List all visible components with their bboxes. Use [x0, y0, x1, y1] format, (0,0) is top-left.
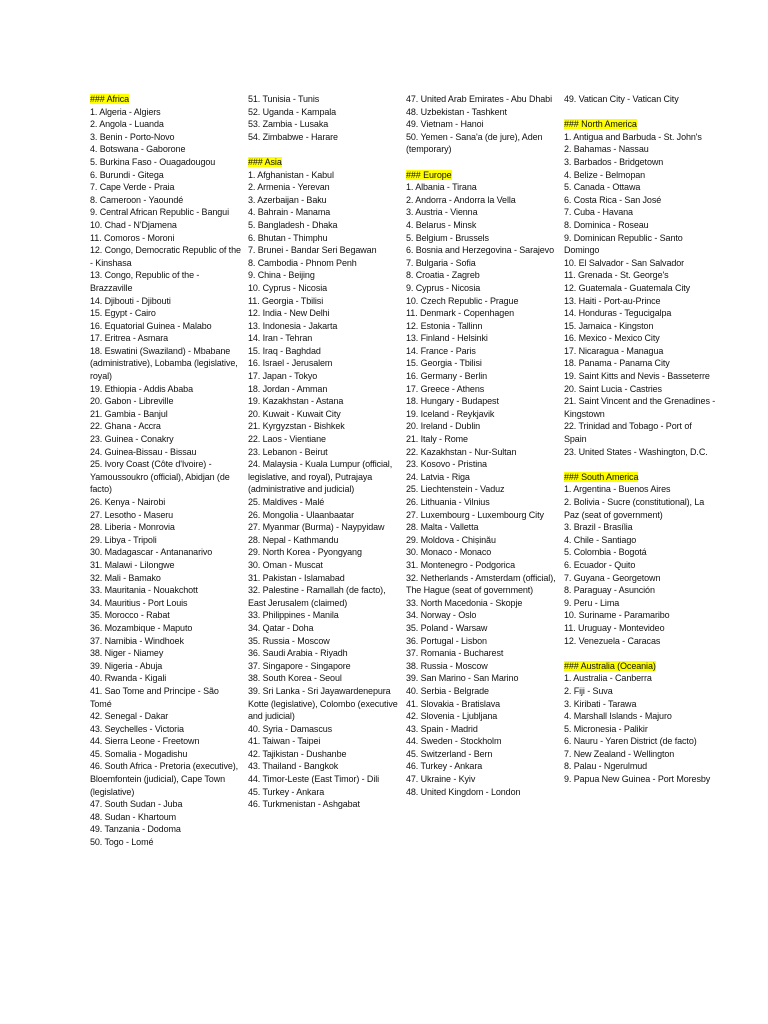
- list-item: 11. Comoros - Moroni: [90, 232, 175, 243]
- list-item: 50. Yemen - Sana'a (de jure), Aden (temporary): [406, 131, 543, 155]
- list-item: 50. Togo - Lomé: [90, 837, 154, 848]
- list-item: 46. Turkmenistan - Ashgabat: [248, 799, 360, 810]
- text-column-3: [406, 93, 558, 798]
- list-item: 8. Cambodia - Phnom Penh: [248, 257, 357, 268]
- list-item: 17. Eritrea - Asmara: [90, 333, 169, 344]
- list-item: 1. Algeria - Algiers: [90, 106, 161, 117]
- list-item: 33. North Macedonia - Skopje: [406, 597, 523, 608]
- list-item: 13. Finland - Helsinki: [406, 333, 488, 344]
- section-heading-line: [564, 660, 716, 673]
- list-item: 27. Myanmar (Burma) - Naypyidaw: [248, 522, 385, 533]
- list-item: 10. Cyprus - Nicosia: [248, 282, 328, 293]
- list-item: 49. Vietnam - Hanoi: [406, 119, 484, 130]
- list-item: 37. Romania - Bucharest: [406, 648, 504, 659]
- list-item: 9. Central African Republic - Bangui: [90, 207, 229, 218]
- list-item: 33. Mauritania - Nouakchott: [90, 585, 198, 596]
- list-item: 29. Moldova - Chișinău: [406, 534, 496, 545]
- list-item: 14. Honduras - Tegucigalpa: [564, 308, 672, 319]
- list-item: 21. Kyrgyzstan - Bishkek: [248, 421, 345, 432]
- list-item: 53. Zambia - Lusaka: [248, 119, 329, 130]
- list-item: 39. San Marino - San Marino: [406, 673, 519, 684]
- list-item: 18. Panama - Panama City: [564, 358, 670, 369]
- list-item: 5. Belgium - Brussels: [406, 232, 489, 243]
- list-item: 21. Italy - Rome: [406, 434, 468, 445]
- list-item: 14. France - Paris: [406, 345, 476, 356]
- list-item: 21. Saint Vincent and the Grenadines - Kingstown: [564, 396, 716, 419]
- list-item: 7. Cuba - Havana: [564, 207, 633, 218]
- section-spacer: [564, 647, 716, 660]
- list-item: 13. Haiti - Port-au-Prince: [564, 295, 661, 306]
- section-heading-line: [406, 169, 558, 182]
- list-item: 19. Iceland - Reykjavik: [406, 408, 495, 419]
- list-item: 39. Sri Lanka - Sri Jayawardenepura Kotte (legislative), Colombo (executive and judicial): [248, 685, 398, 722]
- list-item: 12. Congo, Democratic Republic of the - Kinshasa: [90, 245, 241, 268]
- section-spacer: [248, 143, 400, 156]
- list-item: 18. Eswatini (Swaziland) - Mbabane (administrative), Lobamba (legislative, royal): [90, 345, 238, 382]
- list-item: 5. Colombia - Bogotá: [564, 547, 647, 558]
- list-item: 29. Libya - Tripoli: [90, 534, 157, 545]
- list-item: 51. Tunisia - Tunis: [248, 94, 320, 104]
- list-item: 33. Philippines - Manila: [248, 610, 339, 621]
- list-item: 36. Mozambique - Maputo: [90, 622, 193, 633]
- list-item: 8. Paraguay - Asunción: [564, 585, 655, 596]
- list-item: 47. Ukraine - Kyiv: [406, 774, 476, 785]
- list-item: 20. Kuwait - Kuwait City: [248, 408, 341, 419]
- list-item: 5. Canada - Ottawa: [564, 182, 641, 193]
- section-heading-line: [564, 471, 716, 484]
- section-heading-line: [564, 118, 716, 131]
- list-item: 8. Dominica - Roseau: [564, 219, 649, 230]
- list-item: 22. Kazakhstan - Nur-Sultan: [406, 446, 517, 457]
- list-item: 7. Bulgaria - Sofia: [406, 257, 476, 268]
- list-item: 19. Ethiopia - Addis Ababa: [90, 383, 193, 394]
- list-item: 27. Luxembourg - Luxembourg City: [406, 509, 544, 520]
- text-column-1: [90, 93, 242, 849]
- list-item: 11. Grenada - St. George's: [564, 270, 669, 281]
- list-item: 3. Barbados - Bridgetown: [564, 156, 664, 167]
- list-item: 3. Brazil - Brasília: [564, 522, 633, 533]
- list-item: 12. Venezuela - Caracas: [564, 635, 661, 646]
- list-item: 2. Bahamas - Nassau: [564, 144, 649, 155]
- list-item: 14. Djibouti - Djibouti: [90, 295, 171, 306]
- list-item: 24. Latvia - Riga: [406, 471, 470, 482]
- list-item: 34. Qatar - Doha: [248, 622, 314, 633]
- list-item: 45. Somalia - Mogadishu: [90, 748, 188, 759]
- list-item: 46. South Africa - Pretoria (executive), Bloemfontein (judicial), Cape Town (legislative): [90, 761, 239, 797]
- list-item: 43. Seychelles - Victoria: [90, 723, 184, 734]
- list-item: 42. Slovenia - Ljubljana: [406, 711, 498, 722]
- list-item: 24. Guinea-Bissau - Bissau: [90, 446, 197, 457]
- list-item: 8. Cameroon - Yaoundé: [90, 194, 184, 205]
- list-item: 30. Madagascar - Antananarivo: [90, 547, 213, 558]
- list-item: 30. Monaco - Monaco: [406, 547, 492, 558]
- list-item: 26. Lithuania - Vilnius: [406, 497, 490, 507]
- list-item: 36. Saudi Arabia - Riyadh: [248, 648, 348, 659]
- section-heading: ### Australia (Oceania): [564, 660, 656, 671]
- list-item: 40. Serbia - Belgrade: [406, 685, 489, 696]
- list-item: 6. Bosnia and Herzegovina - Sarajevo: [406, 245, 554, 256]
- list-item: 4. Marshall Islands - Majuro: [564, 711, 672, 722]
- list-item: 2. Bolivia - Sucre (constitutional), La Paz (seat of government): [564, 497, 705, 520]
- list-item: 17. Greece - Athens: [406, 383, 485, 394]
- list-item: 6. Nauru - Yaren District (de facto): [564, 736, 697, 747]
- list-item: 43. Thailand - Bangkok: [248, 761, 339, 772]
- list-item: 7. Cape Verde - Praia: [90, 182, 175, 193]
- section-heading: ### Europe: [406, 169, 452, 180]
- list-item: 31. Pakistan - Islamabad: [248, 572, 345, 583]
- list-item: 47. South Sudan - Juba: [90, 799, 183, 810]
- list-item: 24. Malaysia - Kuala Lumpur (official, legislative, and royal), Putrajaya (administrative and judicial): [248, 459, 393, 495]
- list-item: 12. India - New Delhi: [248, 308, 330, 319]
- list-item: 30. Oman - Muscat: [248, 559, 323, 570]
- list-item: 10. Czech Republic - Prague: [406, 295, 519, 306]
- list-item: 32. Netherlands - Amsterdam (official), The Hague (seat of government): [406, 572, 556, 596]
- section-heading: ### Asia: [248, 156, 282, 167]
- list-item: 19. Kazakhstan - Astana: [248, 396, 344, 407]
- list-item: 16. Mexico - Mexico City: [564, 333, 660, 344]
- list-item: 40. Rwanda - Kigali: [90, 673, 167, 684]
- list-item: 18. Jordan - Amman: [248, 383, 328, 394]
- list-item: 1. Albania - Tirana: [406, 182, 477, 193]
- list-item: 23. Guinea - Conakry: [90, 434, 174, 445]
- section-heading-line: [248, 156, 400, 169]
- list-item: 10. El Salvador - San Salvador: [564, 257, 685, 268]
- list-item: 37. Singapore - Singapore: [248, 660, 351, 671]
- list-item: 25. Liechtenstein - Vaduz: [406, 484, 505, 495]
- list-item: 35. Morocco - Rabat: [90, 610, 170, 621]
- list-item: 34. Mauritius - Port Louis: [90, 597, 188, 608]
- list-item: 45. Turkey - Ankara: [248, 786, 325, 797]
- section-spacer: [564, 458, 716, 471]
- list-item: 18. Hungary - Budapest: [406, 396, 499, 407]
- list-item: 3. Benin - Porto-Novo: [90, 131, 175, 142]
- list-item: 7. Guyana - Georgetown: [564, 572, 661, 583]
- list-item: 4. Belarus - Minsk: [406, 219, 477, 230]
- list-item: 4. Chile - Santiago: [564, 534, 637, 545]
- list-item: 15. Iraq - Baghdad: [248, 345, 321, 356]
- section-heading: ### North America: [564, 119, 637, 130]
- section-heading: ### Africa: [90, 94, 130, 104]
- list-item: 23. Lebanon - Beirut: [248, 446, 328, 457]
- list-item: 38. Niger - Niamey: [90, 648, 164, 659]
- list-item: 9. Cyprus - Nicosia: [406, 282, 481, 293]
- list-item: 10. Suriname - Paramaribo: [564, 610, 670, 621]
- list-item: 1. Australia - Canberra: [564, 673, 652, 684]
- list-item: 23. Kosovo - Pristina: [406, 459, 487, 470]
- list-item: 11. Georgia - Tbilisi: [248, 295, 324, 306]
- list-item: 38. South Korea - Seoul: [248, 673, 342, 684]
- list-item: 12. Estonia - Tallinn: [406, 320, 483, 331]
- list-item: 32. Palestine - Ramallah (de facto), East Jerusalem (claimed): [248, 585, 386, 608]
- list-item: 15. Georgia - Tbilisi: [406, 358, 482, 369]
- section-spacer: [406, 156, 558, 169]
- list-item: 49. Vatican City - Vatican City: [564, 94, 679, 104]
- list-item: 35. Russia - Moscow: [248, 635, 330, 646]
- list-item: 26. Kenya - Nairobi: [90, 497, 166, 507]
- list-item: 27. Lesotho - Maseru: [90, 509, 174, 520]
- list-item: 49. Tanzania - Dodoma: [90, 824, 181, 835]
- list-item: 9. Dominican Republic - Santo Domingo: [564, 232, 683, 256]
- list-item: 21. Gambia - Banjul: [90, 408, 168, 419]
- section-spacer: [564, 106, 716, 119]
- list-item: 11. Uruguay - Montevideo: [564, 622, 665, 633]
- list-item: 3. Azerbaijan - Baku: [248, 194, 327, 205]
- list-item: 7. Brunei - Bandar Seri Begawan: [248, 245, 377, 256]
- list-item: 5. Burkina Faso - Ouagadougou: [90, 156, 216, 167]
- list-item: 8. Palau - Ngerulmud: [564, 761, 648, 772]
- list-item: 37. Namibia - Windhoek: [90, 635, 184, 646]
- list-item: 47. United Arab Emirates - Abu Dhabi: [406, 94, 552, 104]
- list-item: 45. Switzerland - Bern: [406, 748, 493, 759]
- list-item: 44. Sweden - Stockholm: [406, 736, 502, 747]
- list-item: 2. Fiji - Suva: [564, 685, 613, 696]
- list-item: 20. Ireland - Dublin: [406, 421, 481, 432]
- list-item: 2. Angola - Luanda: [90, 119, 164, 130]
- list-item: 1. Antigua and Barbuda - St. John's: [564, 131, 702, 142]
- list-item: 9. Peru - Lima: [564, 597, 620, 608]
- list-item: 6. Costa Rica - San José: [564, 194, 662, 205]
- list-item: 16. Israel - Jerusalem: [248, 358, 333, 369]
- list-item: 2. Armenia - Yerevan: [248, 182, 330, 193]
- list-item: 52. Uganda - Kampala: [248, 106, 337, 117]
- list-item: 25. Maldives - Malé: [248, 497, 325, 507]
- list-item: 1. Afghanistan - Kabul: [248, 169, 334, 180]
- list-item: 5. Bangladesh - Dhaka: [248, 219, 338, 230]
- list-item: 19. Saint Kitts and Nevis - Basseterre: [564, 371, 710, 382]
- list-item: 44. Sierra Leone - Freetown: [90, 736, 200, 747]
- list-item: 13. Congo, Republic of the - Brazzaville: [90, 270, 200, 293]
- list-item: 25. Ivory Coast (Côte d'Ivoire) - Yamoussoukro (official), Abidjan (de facto): [90, 459, 230, 495]
- list-item: 40. Syria - Damascus: [248, 723, 333, 734]
- list-item: 41. Taiwan - Taipei: [248, 736, 321, 747]
- list-item: 43. Spain - Madrid: [406, 723, 478, 734]
- list-item: 31. Montenegro - Podgorica: [406, 559, 515, 570]
- list-item: 17. Nicaragua - Managua: [564, 345, 664, 356]
- list-item: 29. North Korea - Pyongyang: [248, 547, 362, 558]
- list-item: 9. China - Beijing: [248, 270, 315, 281]
- text-column-2: [248, 93, 400, 811]
- list-item: 44. Timor-Leste (East Timor) - Dili: [248, 774, 380, 785]
- list-item: 2. Andorra - Andorra la Vella: [406, 194, 516, 205]
- list-item: 3. Kiribati - Tarawa: [564, 698, 637, 709]
- list-item: 28. Liberia - Monrovia: [90, 522, 175, 533]
- list-item: 6. Burundi - Gitega: [90, 169, 164, 180]
- list-item: 17. Japan - Tokyo: [248, 371, 318, 382]
- list-item: 46. Turkey - Ankara: [406, 761, 483, 772]
- list-item: 22. Trinidad and Tobago - Port of Spain: [564, 421, 692, 445]
- text-column-4: [564, 93, 716, 786]
- list-item: 5. Micronesia - Palikir: [564, 723, 648, 734]
- list-item: 31. Malawi - Lilongwe: [90, 559, 175, 570]
- list-item: 1. Argentina - Buenos Aires: [564, 484, 671, 495]
- list-item: 34. Norway - Oslo: [406, 610, 477, 621]
- list-item: 7. New Zealand - Wellington: [564, 748, 675, 759]
- list-item: 16. Germany - Berlin: [406, 371, 488, 382]
- list-item: 42. Tajikistan - Dushanbe: [248, 748, 347, 759]
- list-item: 32. Mali - Bamako: [90, 572, 161, 583]
- section-heading: ### South America: [564, 471, 639, 482]
- list-item: 8. Croatia - Zagreb: [406, 270, 480, 281]
- section-heading-line: [90, 93, 242, 106]
- list-item: 22. Laos - Vientiane: [248, 434, 326, 445]
- list-item: 12. Guatemala - Guatemala City: [564, 282, 691, 293]
- list-item: 4. Belize - Belmopan: [564, 169, 646, 180]
- list-item: 20. Saint Lucia - Castries: [564, 383, 662, 394]
- list-item: 3. Austria - Vienna: [406, 207, 478, 218]
- list-item: 39. Nigeria - Abuja: [90, 660, 163, 671]
- list-item: 48. United Kingdom - London: [406, 786, 521, 797]
- list-item: 6. Ecuador - Quito: [564, 559, 636, 570]
- list-item: 38. Russia - Moscow: [406, 660, 488, 671]
- list-item: 10. Chad - N'Djamena: [90, 219, 177, 230]
- list-item: 15. Egypt - Cairo: [90, 308, 156, 319]
- list-item: 28. Malta - Valletta: [406, 522, 479, 533]
- list-item: 6. Bhutan - Thimphu: [248, 232, 328, 243]
- list-item: 23. United States - Washington, D.C.: [564, 446, 708, 457]
- list-item: 9. Papua New Guinea - Port Moresby: [564, 774, 711, 785]
- list-item: 48. Sudan - Khartoum: [90, 811, 177, 822]
- list-item: 14. Iran - Tehran: [248, 333, 313, 344]
- list-item: 20. Gabon - Libreville: [90, 396, 174, 407]
- list-item: 41. Slovakia - Bratislava: [406, 698, 501, 709]
- list-item: 48. Uzbekistan - Tashkent: [406, 106, 507, 117]
- list-item: 26. Mongolia - Ulaanbaatar: [248, 509, 354, 520]
- list-item: 41. Sao Tome and Principe - São Tomé: [90, 685, 219, 709]
- list-item: 4. Botswana - Gaborone: [90, 144, 186, 155]
- list-item: 15. Jamaica - Kingston: [564, 320, 654, 331]
- list-item: 22. Ghana - Accra: [90, 421, 161, 432]
- list-item: 54. Zimbabwe - Harare: [248, 131, 338, 142]
- list-item: 42. Senegal - Dakar: [90, 711, 169, 722]
- list-item: 13. Indonesia - Jakarta: [248, 320, 338, 331]
- list-item: 35. Poland - Warsaw: [406, 622, 488, 633]
- list-item: 36. Portugal - Lisbon: [406, 635, 487, 646]
- list-item: 4. Bahrain - Manama: [248, 207, 331, 218]
- list-item: 28. Nepal - Kathmandu: [248, 534, 339, 545]
- list-item: 16. Equatorial Guinea - Malabo: [90, 320, 212, 331]
- list-item: 11. Denmark - Copenhagen: [406, 308, 514, 319]
